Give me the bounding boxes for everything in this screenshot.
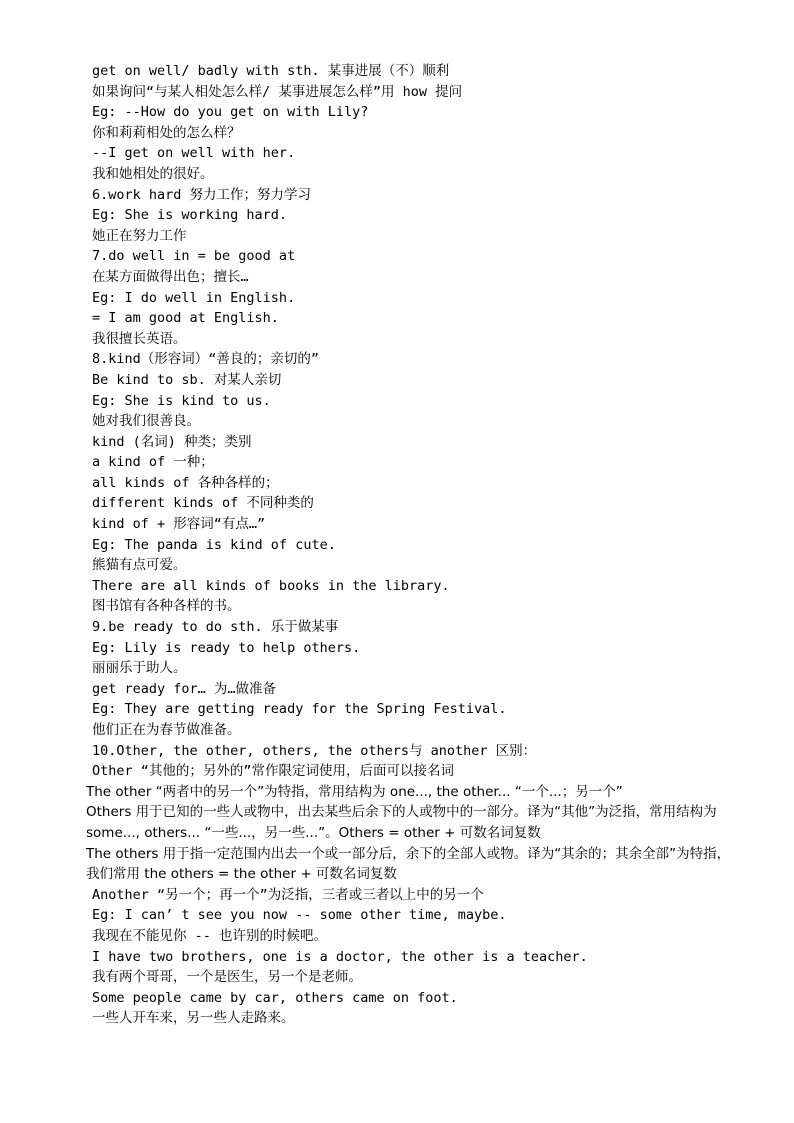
text-line: 熊猫有点可爱。 bbox=[92, 557, 187, 574]
text-line: Eg: The panda is kind of cute. bbox=[92, 536, 336, 553]
text-line: Eg: I can’ t see you now -- some other time, maybe. bbox=[92, 907, 507, 924]
text-line: get on well/ badly with sth. 某事进展（不）顺利 bbox=[92, 63, 450, 79]
paragraph-text: Others 用于已知的一些人或物中，出去某些后余下的人或物中的一部分。译为“其他”为泛指，常用结构为 some..., others... “一些...，另一些...”。Others = other + 可数名词复数 bbox=[86, 804, 717, 841]
text-line: kind (名词) 种类；类别 bbox=[92, 433, 252, 450]
text-line: 她对我们很善良。 bbox=[92, 413, 200, 430]
text-line: There are all kinds of books in the library. bbox=[92, 577, 450, 594]
text-line: get ready for… 为…做准备 bbox=[92, 680, 277, 697]
notes-body bbox=[86, 61, 738, 1029]
text-line: different kinds of 不同种类的 bbox=[92, 495, 314, 512]
paragraph-others bbox=[86, 802, 746, 843]
text-line: 我有两个哥哥，一个是医生，另一个是老师。 bbox=[92, 969, 362, 986]
section-heading-8: 8.kind（形容词）“善良的；亲切的” bbox=[92, 351, 320, 368]
paragraph-the-others bbox=[86, 844, 746, 885]
text-line: Another “另一个；再一个”为泛指，三者或三者以上中的另一个 bbox=[92, 886, 484, 903]
text-line: Eg: --How do you get on with Lily? bbox=[92, 104, 369, 121]
section-heading-7: 7.do well in = be good at bbox=[92, 248, 296, 265]
text-line: Be kind to sb. 对某人亲切 bbox=[92, 371, 282, 388]
text-line: Eg: I do well in English. bbox=[92, 289, 296, 306]
text-line: 如果询问“与某人相处怎么样/ 某事进展怎么样”用 how 提问 bbox=[92, 83, 463, 100]
text-line: 她正在努力工作 bbox=[92, 227, 187, 244]
text-line: 一些人开车来，另一些人走路来。 bbox=[92, 1010, 295, 1027]
text-line: Eg: She is working hard. bbox=[92, 207, 288, 224]
text-line: 我现在不能见你 -- 也许别的时候吧。 bbox=[92, 927, 328, 944]
section-heading-6: 6.work hard 努力工作；努力学习 bbox=[92, 186, 312, 203]
text-line: 我和她相处的很好。 bbox=[92, 165, 214, 182]
text-line: I have two brothers, one is a doctor, the other is a teacher. bbox=[92, 948, 588, 965]
text-line: 图书馆有各种各样的书。 bbox=[92, 598, 241, 615]
text-line: 在某方面做得出色；擅长… bbox=[92, 268, 249, 285]
text-line: 你和莉莉相处的怎么样？ bbox=[92, 124, 241, 141]
text-line: --I get on well with her. bbox=[92, 145, 296, 162]
text-line: 他们正在为春节做准备。 bbox=[92, 722, 241, 738]
text-line: kind of + 形容词“有点…” bbox=[92, 516, 266, 533]
text-line: a kind of 一种； bbox=[92, 454, 214, 471]
paragraph-text: The others 用于指一定范围内出去一个或一部分后，余下的全部人或物。译为“其余的；其余全部”为特指，我们常用 the others = the other + 可数名词复数 bbox=[86, 845, 731, 883]
text-line: 丽丽乐于助人。 bbox=[92, 660, 187, 677]
text-line: = I am good at English. bbox=[92, 310, 279, 327]
text-line: Other “其他的；另外的”常作限定词使用，后面可以接名词 bbox=[92, 763, 455, 780]
text-line: Eg: Lily is ready to help others. bbox=[92, 639, 361, 656]
text-line: Eg: They are getting ready for the Spring Festival. bbox=[92, 701, 507, 718]
text-line: Some people came by car, others came on foot. bbox=[92, 989, 458, 1006]
paragraph-text: The other “两者中的另一个”为特指，常用结构为 one..., the other... “一个...；另一个” bbox=[86, 783, 623, 800]
text-line: Eg: She is kind to us. bbox=[92, 392, 271, 409]
text-line: 我很擅长英语。 bbox=[92, 330, 187, 347]
section-heading-9: 9.be ready to do sth. 乐于做某事 bbox=[92, 619, 339, 636]
paragraph-the-other bbox=[86, 782, 746, 803]
text-line: all kinds of 各种各样的； bbox=[92, 474, 279, 491]
section-heading-10: 10.Other, the other, others, the others与 another 区别： bbox=[92, 742, 537, 759]
